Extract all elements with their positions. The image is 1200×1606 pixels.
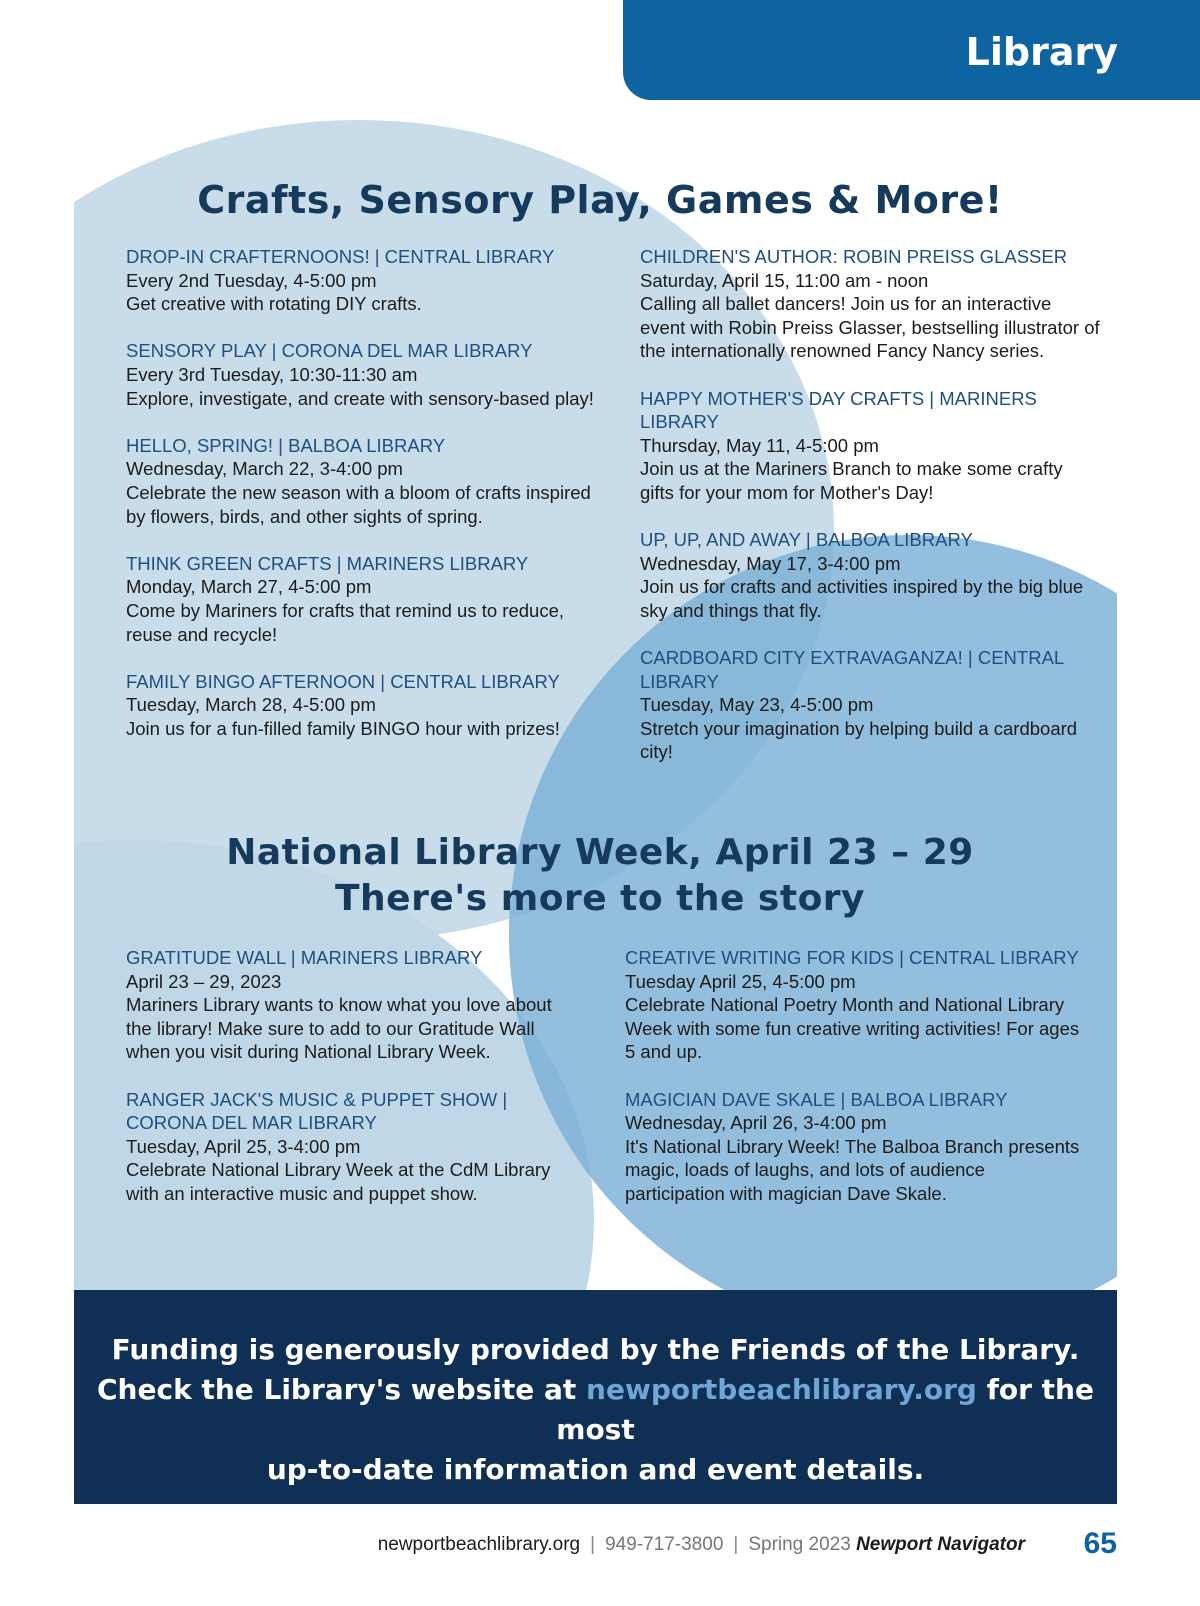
footer-issue: Spring 2023 [748, 1534, 851, 1555]
event-heading: GRATITUDE WALL | MARINERS LIBRARY [126, 947, 483, 968]
event-time: Tuesday, March 28, 4-5:00 pm [126, 694, 376, 716]
event-heading: HAPPY MOTHER'S DAY CRAFTS | MARINERS LIBRARY [640, 387, 1037, 433]
event-description: Celebrate National Library Week at the CdM Library with an interactive music and puppet show. [126, 1159, 551, 1204]
event-time: Tuesday April 25, 4-5:00 pm [625, 970, 856, 992]
event-description: Celebrate National Poetry Month and National Library Week with some fun creative writing activities! For ages 5 and up. [625, 994, 1080, 1063]
event-heading: UP, UP, AND AWAY | BALBOA LIBRARY [640, 529, 973, 551]
event-time: Tuesday, May 23, 4-5:00 pm [640, 694, 874, 716]
event-heading: CHILDREN'S AUTHOR: ROBIN PREISS GLASSER [640, 246, 1068, 267]
event-description: Calling all ballet dancers! Join us for an interactive event with Robin Preiss Glasser, bestselling illustrator of the internationally renowned Fancy Nancy series. [640, 293, 1100, 362]
section2-title-line2: There's more to the story [334, 878, 866, 919]
section-tab [623, 0, 1200, 100]
section2-right-column [625, 946, 1085, 1229]
page-number: 65 [1083, 1527, 1117, 1560]
event-item [126, 552, 596, 646]
event-time: Wednesday, April 26, 3-4:00 pm [625, 1112, 887, 1134]
footer-separator: | [590, 1534, 596, 1555]
event-item [126, 339, 596, 410]
banner-line-2-prefix: Check the Library's website at [97, 1373, 577, 1406]
funding-banner [74, 1290, 1117, 1504]
event-heading: CREATIVE WRITING FOR KIDS | CENTRAL LIBRARY [625, 947, 1079, 968]
event-item [640, 528, 1100, 622]
event-item [126, 245, 596, 316]
section-tab-label: Library [965, 30, 1118, 74]
library-website-link[interactable]: newportbeachlibrary.org [586, 1373, 977, 1406]
banner-line-1: Funding is generously provided by the Friends of the Library. [111, 1333, 1080, 1366]
event-heading: RANGER JACK'S MUSIC & PUPPET SHOW | CORONA DEL MAR LIBRARY [126, 1088, 508, 1134]
event-description: Join us at the Mariners Branch to make some crafty gifts for your mom for Mother's Day! [640, 458, 1063, 503]
event-time: Saturday, April 15, 11:00 am - noon [640, 269, 929, 291]
page-footer [378, 1534, 1025, 1556]
section2-title-line1: National Library Week, April 23 – 29 [226, 832, 974, 873]
section1-right-column [640, 245, 1100, 788]
event-description: Celebrate the new season with a bloom of crafts inspired by flowers, birds, and other sights of spring. [126, 481, 591, 527]
footer-website[interactable]: newportbeachlibrary.org [377, 1534, 581, 1555]
banner-line-2-suffix: for the most [556, 1373, 1094, 1446]
event-description: Explore, investigate, and create with sensory-based play! [126, 387, 594, 409]
event-item [625, 1088, 1085, 1206]
event-time: Wednesday, May 17, 3-4:00 pm [640, 552, 901, 574]
event-time: Thursday, May 11, 4-5:00 pm [640, 434, 879, 456]
banner-line-2 [74, 1370, 1117, 1450]
banner-line-3: up-to-date information and event details. [266, 1453, 925, 1486]
footer-magazine: Newport Navigator [856, 1534, 1025, 1555]
section1-title: Crafts, Sensory Play, Games & More! [197, 178, 1003, 222]
event-heading: MAGICIAN DAVE SKALE | BALBOA LIBRARY [625, 1088, 1008, 1110]
section2-title [0, 830, 1200, 922]
event-time: Every 2nd Tuesday, 4-5:00 pm [126, 269, 377, 291]
footer-phone: 949-717-3800 [605, 1534, 724, 1555]
event-item [640, 387, 1100, 505]
event-description: It's National Library Week! The Balboa Branch presents magic, loads of laughs, and lots of audience participation with magician Dave Skale. [625, 1135, 1080, 1204]
event-description: Mariners Library wants to know what you love about the library! Make sure to add to our Gratitude Wall when you visit during National Library Week. [126, 994, 552, 1063]
event-item [126, 1088, 556, 1206]
event-time: Every 3rd Tuesday, 10:30-11:30 am [126, 363, 418, 385]
event-heading: CARDBOARD CITY EXTRAVAGANZA! | CENTRAL LIBRARY [640, 647, 1064, 692]
footer-separator: | [733, 1534, 739, 1555]
event-time: April 23 – 29, 2023 [126, 970, 282, 992]
event-item [126, 670, 596, 741]
event-description: Stretch your imagination by helping build a cardboard city! [640, 717, 1078, 763]
event-time: Monday, March 27, 4-5:00 pm [126, 576, 372, 598]
event-item [126, 946, 556, 1064]
event-description: Get creative with rotating DIY crafts. [126, 293, 422, 315]
event-item [625, 946, 1085, 1064]
event-heading: FAMILY BINGO AFTERNOON | CENTRAL LIBRARY [126, 670, 560, 692]
event-description: Join us for crafts and activities inspired by the big blue sky and things that fly. [640, 576, 1084, 621]
event-item [126, 434, 596, 528]
event-description: Come by Mariners for crafts that remind us to reduce, reuse and recycle! [126, 599, 565, 645]
event-description: Join us for a fun-filled family BINGO hour with prizes! [126, 717, 560, 739]
event-item [640, 646, 1100, 764]
event-heading: THINK GREEN CRAFTS | MARINERS LIBRARY [126, 552, 529, 574]
event-heading: DROP-IN CRAFTERNOONS! | CENTRAL LIBRARY [126, 246, 555, 267]
event-heading: SENSORY PLAY | CORONA DEL MAR LIBRARY [126, 340, 533, 362]
section2-left-column [126, 946, 556, 1229]
banner-text [74, 1330, 1117, 1490]
section1-left-column [126, 245, 596, 764]
event-time: Wednesday, March 22, 3-4:00 pm [126, 458, 403, 480]
event-time: Tuesday, April 25, 3-4:00 pm [126, 1135, 361, 1157]
event-heading: HELLO, SPRING! | BALBOA LIBRARY [126, 434, 446, 456]
event-item [640, 245, 1100, 363]
